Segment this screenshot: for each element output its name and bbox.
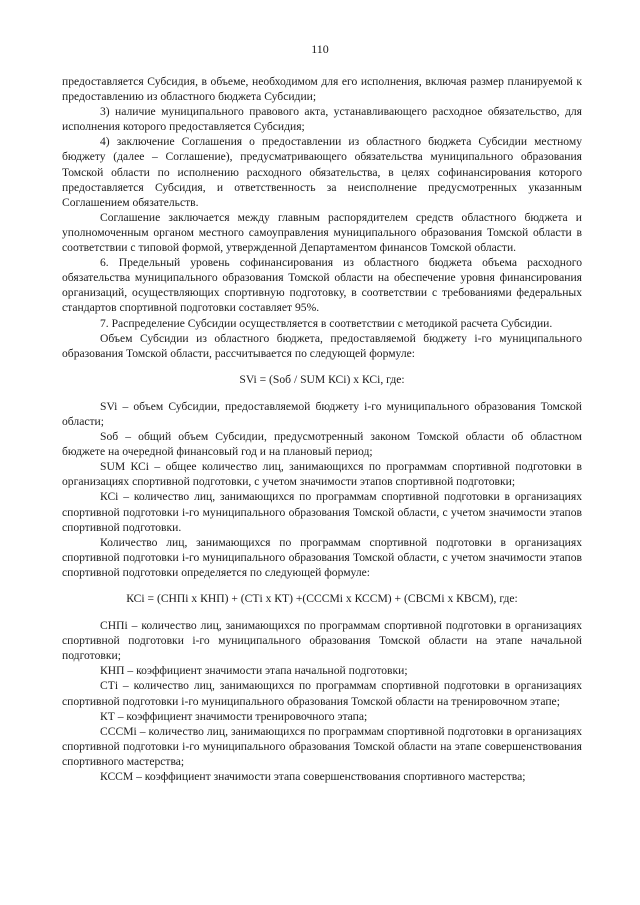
- definition-sum-ksi: SUM КСi – общее количество лиц, занимающихся по программам спортивной подготовки в организациях спортивной подготовки, с учетом значимости этапов спортивной подготовки;: [62, 460, 582, 489]
- definition-sssmi: СССМi – количество лиц, занимающихся по программам спортивной подготовки в организациях спортивной подготовки i-го муниципального образования Томской области на этапе совершенствования спортивного мастерства;: [62, 724, 582, 768]
- paragraph-item-7: 7. Распределение Субсидии осуществляется в соответствии с методикой расчета Субсидии.: [100, 316, 553, 330]
- page-number: 110: [311, 42, 329, 56]
- paragraph-item-6: 6. Предельный уровень софинансирования из областного бюджета объема расходного обязательства муниципального образования Томской области на обеспечение уровня финансирования организаций, осуществляющих спортивную подготовку, в соответствии с требованиями федеральных стандартов спортивной подготовки составляет 95%.: [62, 256, 582, 315]
- definition-sob: Sоб – общий объем Субсидии, предусмотренный законом Томской области об областном бюджете на очередной финансовый год и на плановый период;: [62, 430, 582, 459]
- paragraph-subsidy-volume: Объем Субсидии из областного бюджета, предоставляемой бюджету i-го муниципального образования Томской области, рассчитывается по следующей формуле:: [62, 331, 582, 360]
- definition-svi: SVi – объем Субсидии, предоставляемой бюджету i-го муниципального образования Томской области;: [62, 399, 582, 428]
- definition-kt: КТ – коэффициент значимости тренировочного этапа;: [100, 709, 368, 723]
- formula-svi: SVi = (Sоб / SUM КСi) x КСi, где:: [239, 372, 405, 386]
- document-body: [62, 74, 582, 784]
- definition-sti: СТi – количество лиц, занимающихся по программам спортивной подготовки в организациях спортивной подготовки i-го муниципального образования Томской области на тренировочном этапе;: [62, 679, 582, 708]
- definition-snpi: СНПi – количество лиц, занимающихся по программам спортивной подготовки в организациях спортивной подготовки i-го муниципального образования Томской области на этапе начальной подготовки;: [62, 619, 582, 663]
- formula-ksi: КСi = (СНПi x КНП) + (СТi x КТ) +(СССМi x КССМ) + (СВСМi x КВСМ), где:: [126, 592, 518, 605]
- paragraph-condition-4: 4) заключение Соглашения о предоставлении из областного бюджета Субсидии местному бюджету (далее – Соглашение), предусматривающего обязательства муниципального образования Томской области по исполнению расходного обязательства, в целях софинансирования которого предоставляется Субсидия, и ответственность за неисполнение предусмотренных указанным Соглашением обязательств.: [62, 135, 582, 209]
- definition-knp: КНП – коэффициент значимости этапа начальной подготовки;: [100, 664, 408, 678]
- definition-ksi: КСi – количество лиц, занимающихся по программам спортивной подготовки в организациях спортивной подготовки i-го муниципального образования Томской области, с учетом значимости этапов спортивной подготовки.: [62, 490, 582, 534]
- paragraph-continuation: предоставляется Субсидия, в объеме, необходимом для его исполнения, включая размер планируемой к предоставлению из областного бюджета Субсидии;: [62, 75, 582, 104]
- paragraph-condition-3: 3) наличие муниципального правового акта, устанавливающего расходное обязательство, для исполнения которого предоставляется Субсидия;: [62, 105, 582, 134]
- definition-kssm: КССМ – коэффициент значимости этапа совершенствования спортивного мастерства;: [100, 770, 526, 784]
- paragraph-agreement: Соглашение заключается между главным распорядителем средств областного бюджета и уполномоченным органом местного самоуправления муниципального образования Томской области в соответствии с типовой формой, утвержденной Департаментом финансов Томской области.: [62, 210, 582, 255]
- paragraph-count-persons: Количество лиц, занимающихся по программам спортивной подготовки в организациях спортивной подготовки i-го муниципального образования Томской области, с учетом значимости этапов спортивной подготовки определяется по следующей формуле:: [62, 535, 582, 579]
